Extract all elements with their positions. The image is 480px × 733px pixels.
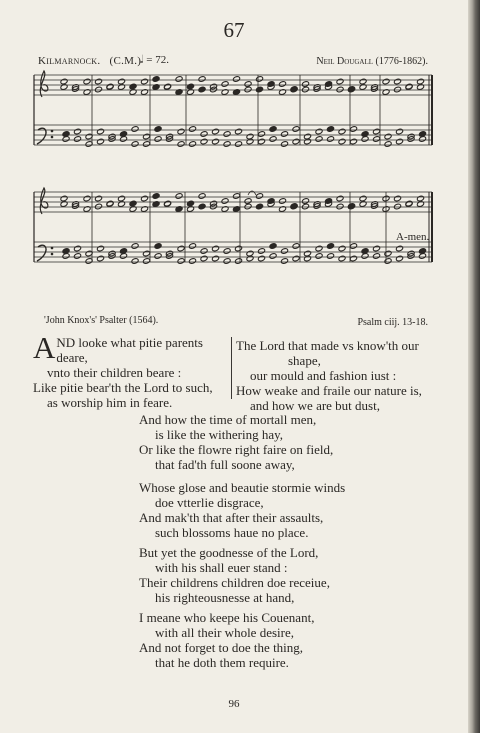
note-head xyxy=(417,78,425,85)
note-head xyxy=(338,128,346,135)
note-head xyxy=(419,136,427,143)
note-head xyxy=(419,253,427,260)
note-head xyxy=(281,131,289,138)
note-head xyxy=(74,253,82,260)
verse-line: I meane who keepe his Couenant, xyxy=(139,610,315,625)
note-head xyxy=(302,81,310,88)
note-head xyxy=(143,258,151,265)
note-head xyxy=(74,136,82,143)
amen-label: A-men. xyxy=(396,231,430,243)
note-head xyxy=(396,255,404,262)
note-head xyxy=(118,78,126,85)
note-head xyxy=(74,245,82,252)
note-head xyxy=(327,243,335,250)
bass-clef-dot xyxy=(51,247,53,249)
note-head xyxy=(83,195,91,202)
note-head xyxy=(336,86,344,93)
note-head xyxy=(258,131,266,138)
drop-cap: A xyxy=(33,330,56,365)
note-head xyxy=(143,141,151,148)
verse-line: deare, xyxy=(56,350,88,365)
note-head xyxy=(175,193,183,200)
note-head xyxy=(304,255,312,262)
stanza-6 xyxy=(139,610,314,670)
note-head xyxy=(394,195,402,202)
note-head xyxy=(95,203,103,210)
note-head xyxy=(233,193,241,200)
note-head xyxy=(189,141,197,148)
note-head xyxy=(154,136,162,143)
note-head xyxy=(258,255,266,262)
stanza-5 xyxy=(139,545,330,605)
note-head xyxy=(141,78,149,85)
note-head xyxy=(200,138,208,145)
stanza-1 xyxy=(33,330,229,410)
note-head xyxy=(350,243,358,250)
note-head xyxy=(361,136,369,143)
note-head xyxy=(327,136,335,143)
note-head xyxy=(152,76,160,83)
note-head xyxy=(143,250,151,257)
note-head xyxy=(302,86,310,93)
note-head xyxy=(302,198,310,205)
note-head xyxy=(336,203,344,210)
psalm-reference: Psalm ciij. 13-18. xyxy=(357,317,428,328)
verse-line: ND looke what pitie parents xyxy=(56,335,203,350)
verse-line: But yet the goodnesse of the Lord, xyxy=(139,545,319,560)
note-head xyxy=(60,78,68,85)
note-head xyxy=(315,253,323,260)
verse-line: doe vtterlie disgrace, xyxy=(155,495,264,510)
note-head xyxy=(177,141,185,148)
music-score xyxy=(0,0,468,300)
note-head xyxy=(281,141,289,148)
note-head xyxy=(256,76,264,83)
note-head xyxy=(359,78,367,85)
note-head xyxy=(394,86,402,93)
note-head xyxy=(62,253,70,260)
note-head xyxy=(175,76,183,83)
stanza-4 xyxy=(139,480,345,540)
note-head xyxy=(187,200,195,207)
note-head xyxy=(223,141,231,148)
stanza-2 xyxy=(236,338,436,413)
note-head xyxy=(279,198,287,205)
note-head xyxy=(246,255,254,262)
note-head xyxy=(235,128,243,135)
note-head xyxy=(177,258,185,265)
note-head xyxy=(336,78,344,85)
note-head xyxy=(200,255,208,262)
note-head xyxy=(258,248,266,255)
note-head xyxy=(223,258,231,265)
note-head xyxy=(384,258,392,265)
note-head xyxy=(154,243,162,250)
note-head xyxy=(244,203,252,210)
note-head xyxy=(97,255,105,262)
note-head xyxy=(154,126,162,133)
note-head xyxy=(198,193,206,200)
note-head xyxy=(177,245,185,252)
verse-line: How weake and fraile our nature is, xyxy=(236,383,422,398)
bass-clef-dot xyxy=(51,136,53,138)
verse-line: Like pitie bear'th the Lord to such, xyxy=(33,380,213,395)
tune-name: Kilmarnock. xyxy=(38,55,101,67)
verse-line: his righteousnesse at hand, xyxy=(155,590,295,605)
note-head xyxy=(221,81,229,88)
note-head xyxy=(60,195,68,202)
note-head xyxy=(382,78,390,85)
note-head xyxy=(269,136,277,143)
verse-line: Whose glose and beautie stormie winds xyxy=(139,480,346,495)
verse-line: with all their whole desire, xyxy=(155,625,294,640)
note-head xyxy=(384,141,392,148)
note-head xyxy=(244,86,252,93)
note-head xyxy=(281,248,289,255)
note-head xyxy=(256,203,264,210)
note-head xyxy=(223,131,231,138)
verse-line: our mould and fashion iust : xyxy=(250,368,397,383)
note-head xyxy=(131,126,139,133)
stanza-3 xyxy=(139,412,333,472)
note-head xyxy=(384,250,392,257)
note-head xyxy=(187,83,195,90)
verse-line: And how the time of mortall men, xyxy=(139,412,317,427)
note-head xyxy=(221,198,229,205)
note-head xyxy=(269,126,277,133)
note-head xyxy=(350,255,358,262)
note-head xyxy=(373,253,381,260)
note-head xyxy=(269,243,277,250)
note-head xyxy=(95,78,103,85)
note-head xyxy=(304,138,312,145)
note-head xyxy=(396,138,404,145)
verse-line: And mak'th that after their assaults, xyxy=(139,510,324,525)
note-head xyxy=(198,86,206,93)
verse-line: such blossoms haue no place. xyxy=(155,525,309,540)
note-head xyxy=(244,198,252,205)
note-head xyxy=(258,138,266,145)
note-head xyxy=(152,193,160,200)
bass-clef-icon xyxy=(37,245,46,261)
note-head xyxy=(394,203,402,210)
note-head xyxy=(279,81,287,88)
verse-line: The Lord that made vs know'th our xyxy=(236,338,419,353)
note-head xyxy=(235,245,243,252)
note-head xyxy=(118,195,126,202)
note-head xyxy=(131,258,139,265)
note-head xyxy=(373,245,381,252)
note-head xyxy=(97,138,105,145)
note-head xyxy=(198,203,206,210)
note-head xyxy=(315,245,323,252)
note-head xyxy=(120,253,128,260)
tune-metre: (C.M.) xyxy=(109,55,142,67)
note-head xyxy=(62,136,70,143)
psalter-source xyxy=(44,315,158,326)
note-head xyxy=(235,141,243,148)
note-head xyxy=(85,141,93,148)
note-head xyxy=(212,245,220,252)
note-head xyxy=(85,258,93,265)
note-head xyxy=(394,78,402,85)
note-head xyxy=(315,128,323,135)
note-head xyxy=(302,203,310,210)
note-head xyxy=(350,138,358,145)
note-head xyxy=(131,141,139,148)
note-head xyxy=(154,253,162,260)
verse-line: shape, xyxy=(288,353,321,368)
note-head xyxy=(95,86,103,93)
verse-line: that fad'th full soone away, xyxy=(155,457,295,472)
note-head xyxy=(244,81,252,88)
note-head xyxy=(95,195,103,202)
page-number: 67 xyxy=(223,18,245,42)
book-spine-shadow xyxy=(468,0,480,733)
bass-clef-dot xyxy=(51,253,53,255)
verse-line: as worship him in feare. xyxy=(47,395,173,410)
note-head xyxy=(246,138,254,145)
note-head xyxy=(336,195,344,202)
note-head xyxy=(384,133,392,140)
note-head xyxy=(131,243,139,250)
verse-line: is like the withering hay, xyxy=(155,427,284,442)
note-head xyxy=(338,138,346,145)
note-head xyxy=(212,255,220,262)
note-head xyxy=(350,126,358,133)
note-head xyxy=(129,200,137,207)
note-head xyxy=(338,255,346,262)
note-head xyxy=(292,243,300,250)
note-head xyxy=(233,76,241,83)
note-head xyxy=(143,133,151,140)
column-divider xyxy=(231,337,232,399)
note-head xyxy=(292,255,300,262)
note-head xyxy=(315,136,323,143)
note-head xyxy=(417,195,425,202)
note-head xyxy=(235,258,243,265)
note-head xyxy=(361,253,369,260)
note-head xyxy=(281,258,289,265)
note-head xyxy=(373,136,381,143)
note-head xyxy=(189,126,197,133)
note-head xyxy=(292,126,300,133)
note-head xyxy=(223,248,231,255)
note-head xyxy=(129,83,137,90)
verse-line: Or like the flowre right faire on field, xyxy=(139,442,334,457)
composer-credit: Neil Dougall (1776-1862). xyxy=(316,56,428,67)
note-head xyxy=(292,138,300,145)
tempo-marking: 𝅗𝅥 = 72. xyxy=(140,54,169,66)
verse-line: that he doth them require. xyxy=(155,655,289,670)
note-head xyxy=(198,76,206,83)
bass-clef-dot xyxy=(51,130,53,132)
psalter-source-text: 'John Knox's' Psalter (1564). xyxy=(44,315,159,326)
note-head xyxy=(177,128,185,135)
note-head xyxy=(327,253,335,260)
note-head xyxy=(359,195,367,202)
note-head xyxy=(97,245,105,252)
note-head xyxy=(256,86,264,93)
note-head xyxy=(189,243,197,250)
note-head xyxy=(200,248,208,255)
note-head xyxy=(327,126,335,133)
note-head xyxy=(212,138,220,145)
note-head xyxy=(141,195,149,202)
bass-clef-icon xyxy=(37,128,46,144)
note-head xyxy=(396,245,404,252)
note-head xyxy=(373,128,381,135)
note-head xyxy=(269,253,277,260)
note-head xyxy=(74,128,82,135)
note-head xyxy=(120,136,128,143)
verse-line: and how we are but dust, xyxy=(250,398,380,413)
note-head xyxy=(212,128,220,135)
note-head xyxy=(338,245,346,252)
verse-line: Their childrens children doe receiue, xyxy=(139,575,330,590)
folio-number: 96 xyxy=(228,698,240,710)
note-head xyxy=(97,128,105,135)
verse-line: vnto their children beare : xyxy=(47,365,182,380)
verse-line: with his shall euer stand : xyxy=(155,560,288,575)
note-head xyxy=(396,128,404,135)
note-head xyxy=(200,131,208,138)
note-head xyxy=(256,193,264,200)
note-head xyxy=(83,78,91,85)
note-head xyxy=(189,258,197,265)
verse-line: And not forget to doe the thing, xyxy=(139,640,304,655)
